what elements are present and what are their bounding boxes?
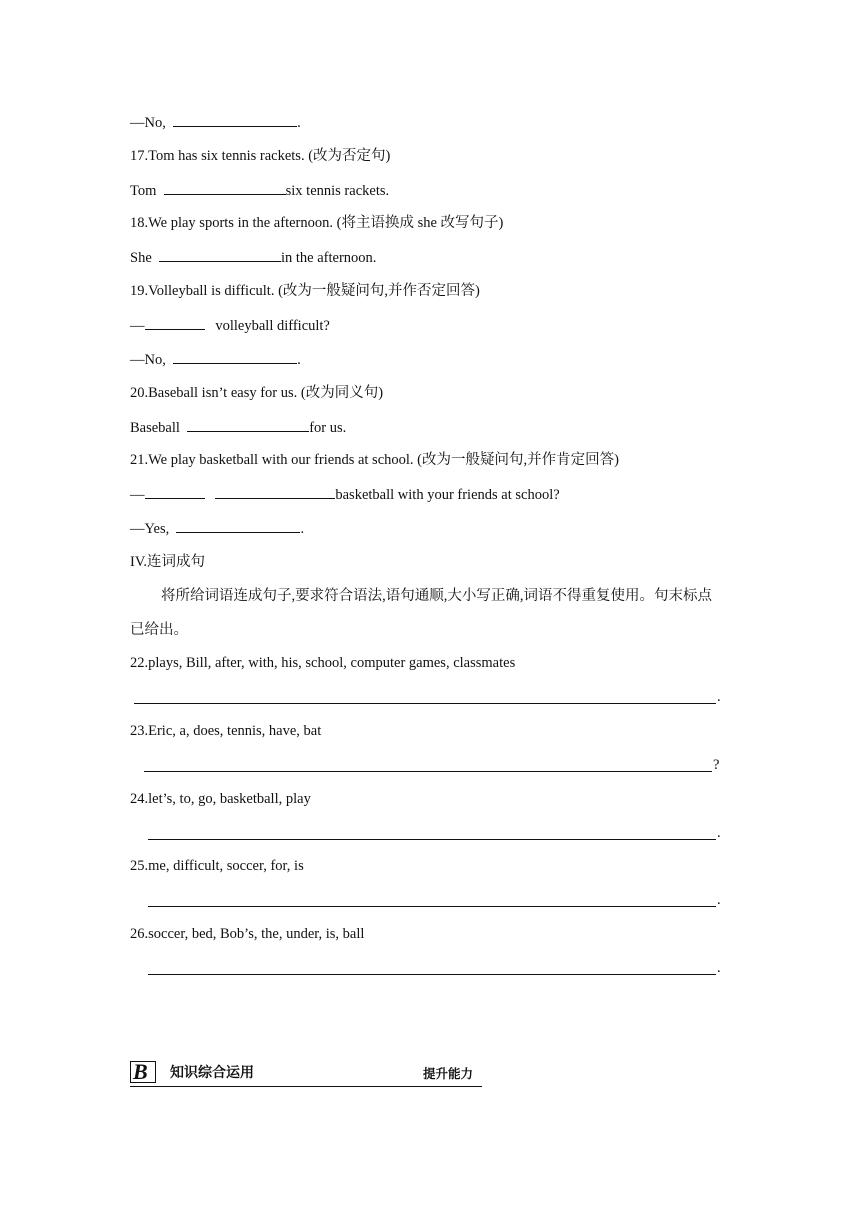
instruction-text-cont: 已给出。 bbox=[130, 622, 188, 638]
answer-line-25[interactable] bbox=[148, 890, 724, 910]
question-19: 19.Volleyball is difficult. (改为一般疑问句,并作否定回答) bbox=[130, 283, 480, 299]
answer-line-18 bbox=[130, 247, 376, 268]
line-suffix: . bbox=[297, 352, 301, 368]
section-b-header bbox=[130, 1059, 482, 1087]
answer-line-24[interactable] bbox=[148, 823, 724, 843]
end-punctuation: ? bbox=[713, 757, 720, 773]
line-suffix: . bbox=[300, 521, 305, 537]
answer-blank[interactable] bbox=[176, 518, 300, 533]
question-24: 24.let’s, to, go, basketball, play bbox=[130, 791, 311, 807]
answer-line-21b bbox=[130, 518, 304, 539]
section-b-logo bbox=[130, 1061, 156, 1083]
line-suffix: basketball with your friends at school? bbox=[335, 487, 560, 503]
section-title: 知识综合运用 bbox=[170, 1065, 254, 1081]
line-suffix: for us. bbox=[309, 420, 347, 436]
end-punctuation: . bbox=[717, 892, 721, 908]
line-prefix: —No, bbox=[130, 352, 166, 368]
answer-blank[interactable] bbox=[159, 247, 281, 262]
answer-line-19b bbox=[130, 349, 301, 370]
answer-line-20 bbox=[130, 417, 346, 438]
answer-line-22[interactable] bbox=[134, 687, 724, 707]
answer-line-23[interactable] bbox=[144, 755, 724, 775]
line-prefix: —Yes, bbox=[130, 521, 170, 537]
answer-line-19a bbox=[130, 315, 330, 336]
answer-blank[interactable] bbox=[164, 180, 286, 195]
line-prefix: She bbox=[130, 250, 152, 266]
answer-blank[interactable] bbox=[215, 484, 335, 499]
header-underline bbox=[130, 1086, 482, 1087]
logo-letter: B bbox=[133, 1059, 148, 1084]
answer-line-21a bbox=[130, 484, 560, 505]
answer-blank[interactable] bbox=[173, 112, 297, 127]
line-prefix: — bbox=[130, 487, 145, 503]
answer-line-26[interactable] bbox=[148, 958, 724, 978]
line-prefix: —No, bbox=[130, 115, 166, 131]
question-17: 17.Tom has six tennis rackets. (改为否定句) bbox=[130, 148, 391, 164]
question-18: 18.We play sports in the afternoon. (将主语换成 she 改写句子) bbox=[130, 215, 504, 231]
answer-blank[interactable] bbox=[145, 484, 205, 499]
end-punctuation: . bbox=[717, 825, 721, 841]
question-25: 25.me, difficult, soccer, for, is bbox=[130, 858, 304, 874]
answer-blank[interactable] bbox=[145, 315, 205, 330]
question-22: 22.plays, Bill, after, with, his, school, computer games, classmates bbox=[130, 655, 516, 671]
question-21: 21.We play basketball with our friends at school. (改为一般疑问句,并作肯定回答) bbox=[130, 452, 619, 468]
answer-line-16b bbox=[130, 112, 301, 133]
section-heading: IV.连词成句 bbox=[130, 554, 206, 570]
end-punctuation: . bbox=[717, 960, 721, 976]
line-prefix: — bbox=[130, 318, 145, 334]
question-20: 20.Baseball isn’t easy for us. (改为同义句) bbox=[130, 385, 384, 401]
section-tag: 提升能力 bbox=[423, 1066, 474, 1081]
line-suffix: six tennis rackets. bbox=[285, 183, 390, 199]
question-23: 23.Eric, a, does, tennis, have, bat bbox=[130, 723, 322, 739]
answer-line-17 bbox=[130, 180, 389, 201]
line-suffix: . bbox=[297, 115, 301, 131]
answer-blank[interactable] bbox=[173, 349, 297, 364]
line-prefix: Tom bbox=[130, 183, 157, 199]
line-suffix: volleyball difficult? bbox=[215, 318, 330, 334]
line-prefix: Baseball bbox=[130, 420, 180, 436]
end-punctuation: . bbox=[717, 689, 721, 705]
answer-blank[interactable] bbox=[187, 417, 309, 432]
question-26: 26.soccer, bed, Bob’s, the, under, is, ball bbox=[130, 926, 365, 942]
line-suffix: in the afternoon. bbox=[281, 250, 377, 266]
instruction-text: 将所给词语连成句子,要求符合语法,语句通顺,大小写正确,词语不得重复使用。句末标点 bbox=[161, 588, 712, 604]
